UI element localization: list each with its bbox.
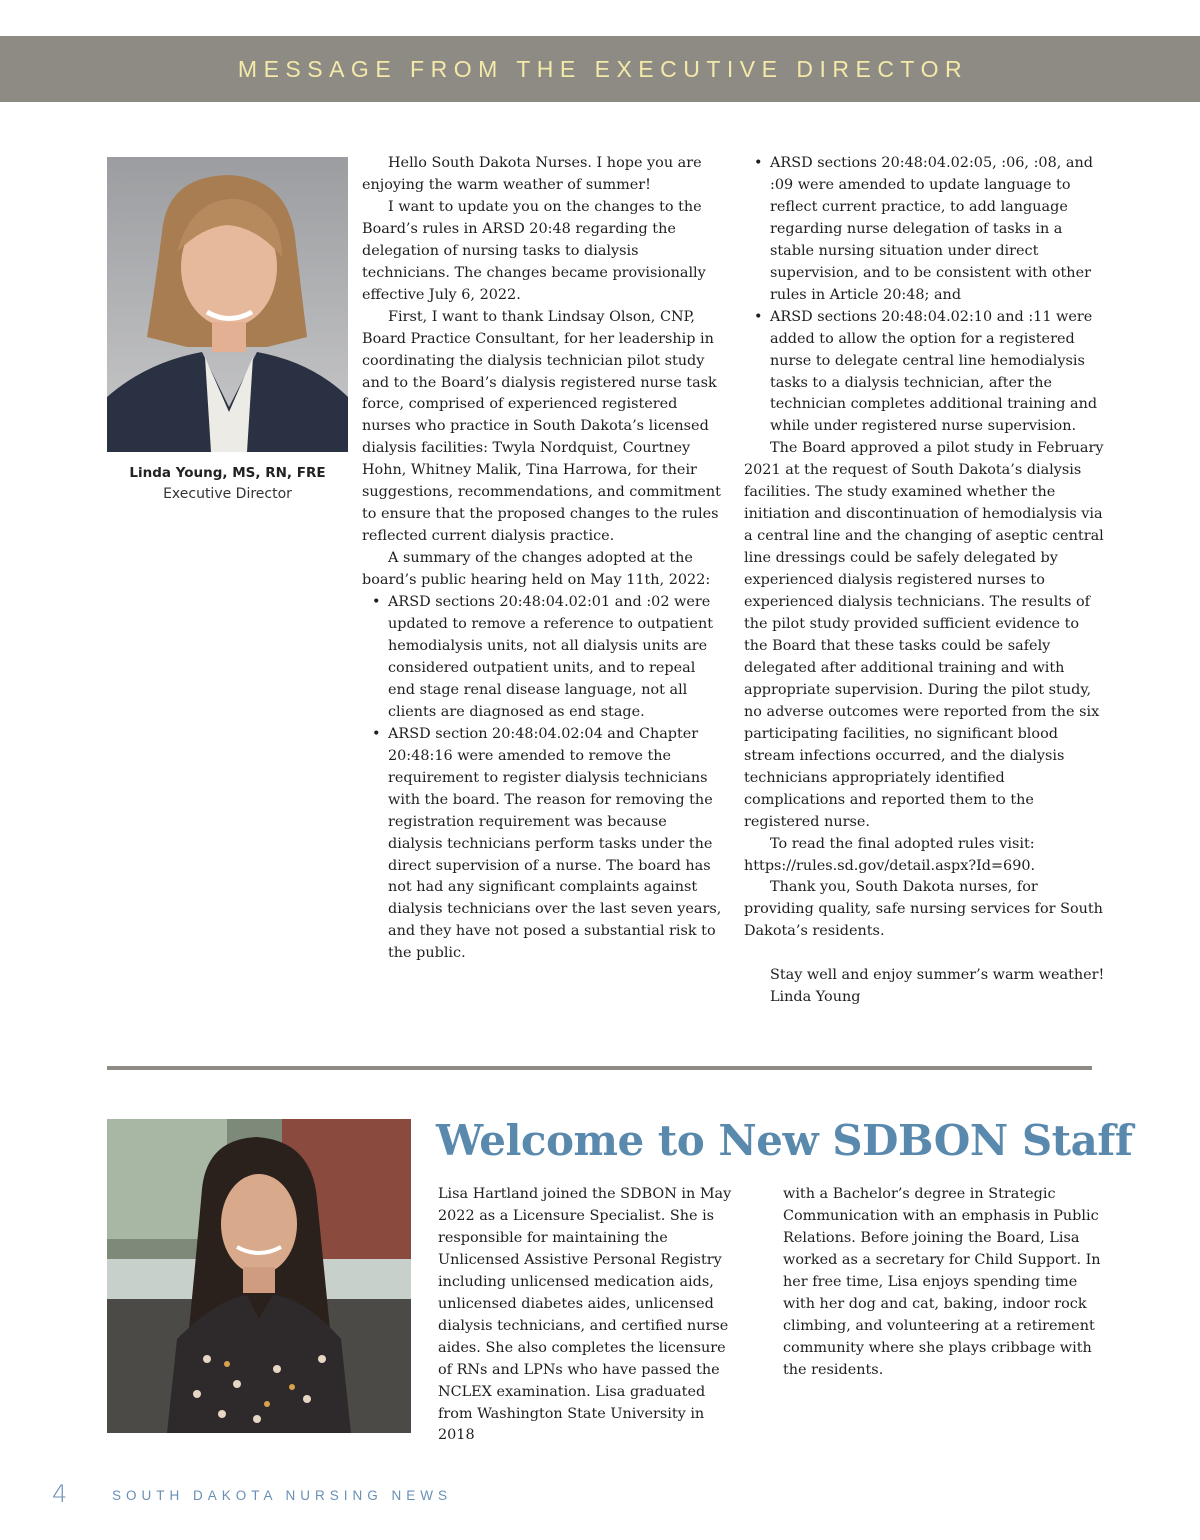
welcome-paragraph: Lisa Hartland joined the SDBON in May 2022 as a Licensure Specialist. She is responsible for maintaining the Unlicensed Assistive Personal Registry including unlicensed medication aids, unlicensed diabetes aides, unlicensed dialysis technicians, and certified nurse aides. She also completes the licensure of RNs and LPNs who have passed the NCLEX examination. Lisa graduated from Washington State University in 2018 (438, 1186, 732, 1444)
list-item: • ARSD section 20:48:04.02:04 and Chapter 20:48:16 were amended to remove the requirement to register dialysis technicians with the board. The reason for removing the registration requirement was because dialysis technicians perform tasks under the direct supervision of a nurse. The board has not had any significant complaints against dialysis technicians over the last seven years, and they have not posed a substantial risk to the public. (362, 724, 722, 965)
welcome-heading: Welcome to New SDBON Staff (436, 1116, 1133, 1165)
message-paragraph: Hello South Dakota Nurses. I hope you are enjoying the warm weather of summer! (362, 155, 702, 193)
message-paragraph: Thank you, South Dakota nurses, for providing quality, safe nursing services for South Dakota’s residents. (744, 879, 1103, 940)
director-role: Executive Director (163, 486, 292, 502)
rule-changes-list (362, 592, 722, 965)
list-item: • ARSD sections 20:48:04.02:01 and :02 were updated to remove a reference to outpatient hemodialysis units, not all dialysis units are considered outpatient units, and to repeal end stage renal disease language, not all clients are diagnosed as end stage. (362, 592, 722, 724)
director-name: Linda Young, MS, RN, FRE (129, 465, 326, 481)
list-item: • ARSD sections 20:48:04.02:10 and :11 were added to allow the option for a registered nurse to delegate central line hemodialysis tasks to a dialysis technician, after the technician completes additional training and while under registered nurse supervision. (744, 307, 1106, 439)
director-caption (107, 463, 348, 505)
rule-changes-list-continued (744, 153, 1106, 438)
message-paragraph: A summary of the changes adopted at the board’s public hearing held on May 11th, 2022: (362, 550, 711, 589)
section-divider (107, 1066, 1092, 1070)
director-photo (107, 157, 348, 452)
banner-title: MESSAGE FROM THE EXECUTIVE DIRECTOR (237, 55, 969, 82)
message-paragraph: I want to update you on the changes to the Board’s rules in ARSD 20:48 regarding the delegation of nursing tasks to dialysis technicians. The changes became provisionally effective July 6, 2022. (362, 198, 706, 303)
message-column-2 (744, 153, 1106, 1009)
signature: Linda Young (770, 989, 861, 1006)
page-number: 4 (52, 1480, 68, 1508)
message-paragraph: The Board approved a pilot study in February 2021 at the request of South Dakota’s dialysis facilities. The study examined whether the initiation and discontinuation of hemodialysis via a central line and the changing of aseptic central line dressings could be safely delegated by experienced dialysis registered nurses to experienced dialysis technicians. The results of the pilot study provided sufficient evidence to the Board that these tasks could be safely delegated after additional training and with appropriate supervision. During the pilot study, no adverse outcomes were reported from the six participating facilities, no significant blood stream infections occurred, and the dialysis technicians appropriately identified complications and reported them to the registered nurse. (744, 440, 1104, 830)
closing-line: Stay well and enjoy summer’s warm weather! (770, 967, 1105, 984)
staff-photo (107, 1119, 411, 1433)
list-item: • ARSD sections 20:48:04.02:05, :06, :08, and :09 were amended to update language to reflect current practice, to add language regarding nurse delegation of tasks in a stable nursing situation under direct supervision, and to be consistent with other rules in Article 20:48; and (744, 153, 1106, 307)
welcome-column-1 (438, 1184, 738, 1447)
publication-name: SOUTH DAKOTA NURSING NEWS (112, 1488, 453, 1503)
message-paragraph: First, I want to thank Lindsay Olson, CNP, Board Practice Consultant, for her leadership in coordinating the dialysis technician pilot study and to the Board’s dialysis registered nurse task force, comprised of experienced registered nurses who practice in South Dakota’s licensed dialysis facilities: Twyla Nordquist, Courtney Hohn, Whitney Malik, Tina Harrowa, for their suggestions, recommendations, and commitment to ensure that the proposed changes to the rules reflected current dialysis practice. (362, 308, 721, 545)
message-column-1 (362, 153, 722, 965)
section-banner (0, 36, 1200, 102)
welcome-paragraph: with a Bachelor’s degree in Strategic Communication with an emphasis in Public Relations. Before joining the Board, Lisa worked as a secretary for Child Support. In her free time, Lisa enjoys spending time with her dog and cat, baking, indoor rock climbing, and volunteering at a retirement community where she plays cribbage with the residents. (783, 1186, 1101, 1378)
rules-link-paragraph: To read the final adopted rules visit: https://rules.sd.gov/detail.aspx?Id=690. (744, 835, 1036, 874)
welcome-column-2 (783, 1184, 1103, 1382)
